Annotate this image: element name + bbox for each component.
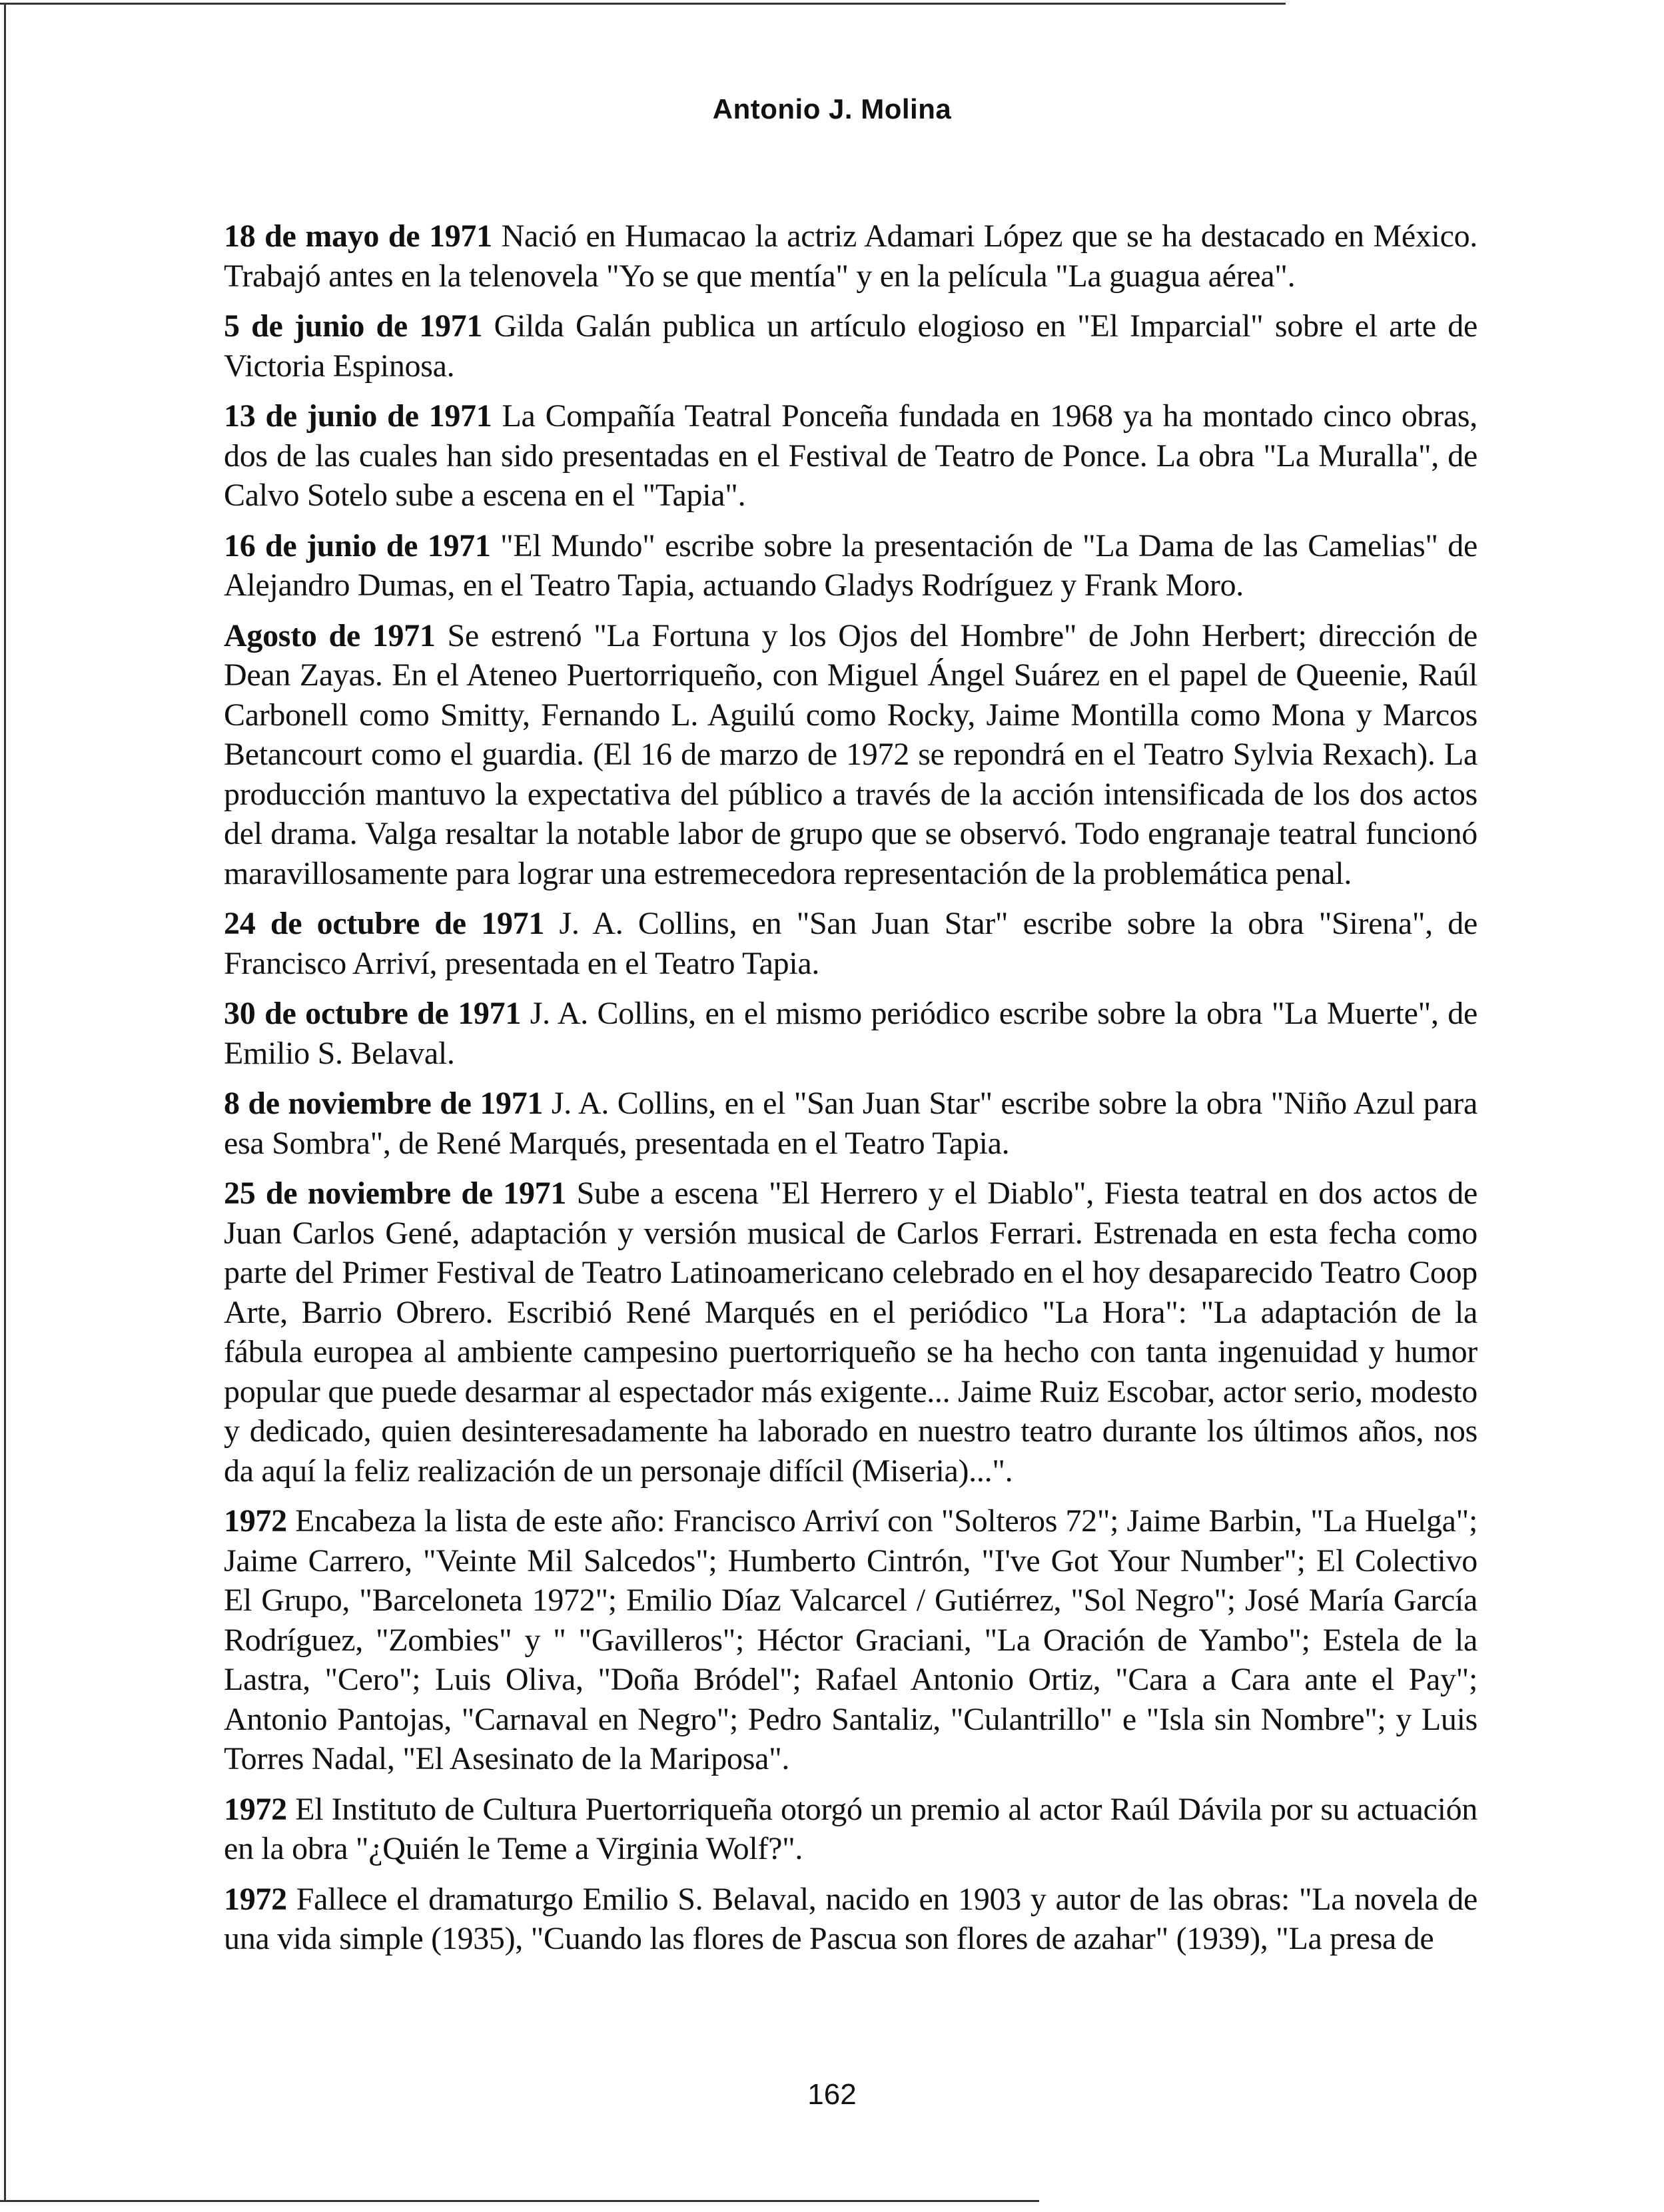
chronology-entry: [224, 526, 1477, 605]
entry-date: 30 de octubre de 1971: [224, 996, 522, 1031]
entry-text: Gilda Galán publica un artículo elogioso en "El Imparcial" sobre el arte de Victoria Espinosa.: [224, 308, 1477, 384]
entry-date: 1972: [224, 1503, 287, 1539]
entry-date: 13 de junio de 1971: [224, 398, 492, 434]
entry-date: 8 de noviembre de 1971: [224, 1086, 544, 1121]
entry-text: J. A. Collins, en el mismo periódico escribe sobre la obra "La Muerte", de Emilio S. Belaval.: [224, 996, 1478, 1071]
entry-text: El Instituto de Cultura Puertorriqueña otorgó un premio al actor Raúl Dávila por su actuación en la obra "¿Quién le Teme a Virginia Wolf?".: [224, 1791, 1478, 1866]
chronology-entry: [224, 1790, 1477, 1869]
entry-date: 5 de junio de 1971: [224, 308, 483, 344]
entry-date: 16 de junio de 1971: [224, 528, 491, 563]
entry-text: La Compañía Teatral Ponceña fundada en 1968 ya ha montado cinco obras, dos de las cuales han sido presentadas en el Festival de Teatro de Ponce. La obra "La Muralla", de Calvo Sotelo sube a escena en el "Tapia".: [224, 398, 1478, 513]
entry-date: 1972: [224, 1791, 287, 1827]
entry-date: 24 de octubre de 1971: [224, 906, 545, 941]
chronology-entry: [224, 1174, 1477, 1491]
entry-date: 18 de mayo de 1971: [224, 218, 492, 254]
entry-date: 1972: [224, 1881, 287, 1917]
chronology-entry: [224, 1084, 1477, 1163]
running-header-author: Antonio J. Molina: [712, 93, 952, 125]
entry-text: Fallece el dramaturgo Emilio S. Belaval, nacido en 1903 y autor de las obras: "La novela de una vida simple (1935), "Cuando las flores de Pascua son flores de azahar" (1939), "La presa de: [224, 1881, 1478, 1956]
chronology-entry: [224, 1501, 1477, 1779]
scan-border-top: [0, 3, 1286, 5]
chronology-entry: [224, 396, 1477, 516]
entry-text: J. A. Collins, en "San Juan Star" escribe sobre la obra "Sirena", de Francisco Arriví, presentada en el Teatro Tapia.: [224, 906, 1478, 981]
chronology-entry: [224, 616, 1477, 894]
chronology-entry: [224, 306, 1477, 386]
page-number: 162: [807, 2078, 857, 2111]
chronology-entry: [224, 1880, 1477, 1959]
entry-text: Sube a escena "El Herrero y el Diablo", Fiesta teatral en dos actos de Juan Carlos Gené, adaptación y versión musical de Carlos Ferrari. Estrenada en esta fecha como parte del Primer Festival de Teatro Latinoamericano celebrado en el hoy desaparecido Teatro Coop Arte, Barrio Obrero. Escribió René Marqués en el periódico "La Hora": "La adaptación de la fábula europea al ambiente campesino puertorriqueño se ha hecho con tanta ingenuidad y humor popular que puede desarmar al espectador más exigente... Jaime Ruiz Escobar, actor serio, modesto y dedicado, quien desinteresadamente ha laborado en nuestro teatro durante los últimos años, nos da aquí la feliz realización de un personaje difícil (Miseria)...".: [224, 1176, 1477, 1489]
scan-border-bottom: [0, 2200, 1039, 2202]
entry-date: 25 de noviembre de 1971: [224, 1176, 567, 1211]
chronology-entry: [224, 904, 1477, 983]
chronology-entry: [224, 216, 1477, 296]
entry-text: Encabeza la lista de este año: Francisco Arriví con "Solteros 72"; Jaime Barbin, "La Huelga"; Jaime Carrero, "Veinte Mil Salcedos"; Humberto Cintrón, "I've Got Your Number"; El Colectivo El Grupo, "Barceloneta 1972"; Emilio Díaz Valcarcel / Gutiérrez, "Sol Negro"; José María García Rodríguez, "Zombies" y " "Gavilleros"; Héctor Graciani, "La Oración de Yambo"; Estela de la Lastra, "Cero"; Luis Oliva, "Doña Bródel"; Rafael Antonio Ortiz, "Cara a Cara ante el Pay"; Antonio Pantojas, "Carnaval en Negro"; Pedro Santaliz, "Culantrillo" e "Isla sin Nombre"; y Luis Torres Nadal, "El Asesinato de la Mariposa".: [224, 1503, 1478, 1776]
scan-border-left: [4, 3, 6, 2202]
entry-text: Nació en Humacao la actriz Adamari López que se ha destacado en México. Trabajó antes en la telenovela "Yo se que mentía" y en la película "La guagua aérea".: [224, 218, 1477, 294]
chronology-entry: [224, 994, 1477, 1073]
entry-text: J. A. Collins, en el "San Juan Star" escribe sobre la obra "Niño Azul para esa Sombra", de René Marqués, presentada en el Teatro Tapia.: [224, 1086, 1477, 1161]
entry-text: Se estrenó "La Fortuna y los Ojos del Hombre" de John Herbert; dirección de Dean Zayas. En el Ateneo Puertorriqueño, con Miguel Ángel Suárez en el papel de Queenie, Raúl Carbonell como Smitty, Fernando L. Aguilú como Rocky, Jaime Montilla como Mona y Marcos Betancourt como el guardia. (El 16 de marzo de 1972 se repondrá en el Teatro Sylvia Rexach). La producción mantuvo la expectativa del público a través de la acción intensificada de los dos actos del drama. Valga resaltar la notable labor de grupo que se observó. Todo engranaje teatral funcionó maravillosamente para lograr una estremecedora representación de la problemática penal.: [224, 617, 1477, 891]
entry-date: Agosto de 1971: [224, 617, 436, 653]
entry-text: "El Mundo" escribe sobre la presentación de "La Dama de las Camelias" de Alejandro Dumas, en el Teatro Tapia, actuando Gladys Rodríguez y Frank Moro.: [224, 528, 1478, 603]
page-body: [224, 216, 1477, 1970]
